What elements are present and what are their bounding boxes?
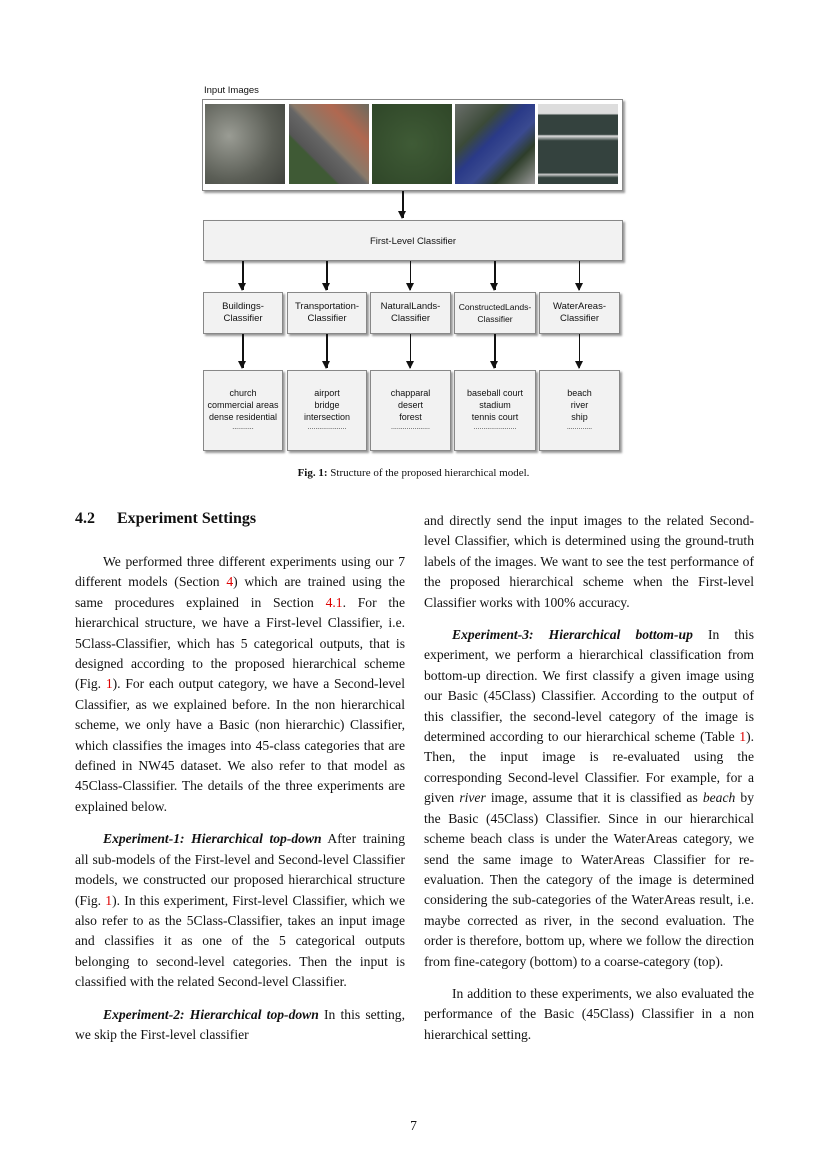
text-run: . For the hierarchical structure, we have a First-level Classifier, i.e. 5Class-Classifier, which has 5 categorical outputs, that is designed according to the proposed hierarchical scheme (Fig. bbox=[75, 594, 405, 692]
leaf-class-label: airport bbox=[314, 388, 340, 398]
aerial-image-constructedlands bbox=[455, 104, 535, 184]
right-column bbox=[424, 511, 754, 1045]
text-run: We performed three different experiments using our 7 different models (Section bbox=[75, 554, 405, 590]
cross-reference-link[interactable]: 1 bbox=[105, 892, 113, 908]
paragraph bbox=[75, 552, 405, 817]
section-title: Experiment Settings bbox=[117, 510, 257, 527]
arrow-down-icon bbox=[410, 334, 412, 368]
paragraph bbox=[75, 829, 405, 992]
classifier-label: Classifier bbox=[559, 313, 600, 324]
arrow-down-icon bbox=[494, 261, 496, 290]
leaf-classes-box bbox=[287, 370, 367, 451]
cross-reference-link[interactable]: 1 bbox=[739, 729, 747, 745]
leaf-classes-box bbox=[539, 370, 620, 451]
text-run: and directly send the input images to the related Second-level Classifier, which is determined using the ground-truth labels of the images. We want to see the test performance of the proposed hierarchical scheme when the First-level Classifier works with 100% accuracy. bbox=[424, 513, 754, 610]
text-run: In this setting, we skip the First-level classifier bbox=[75, 1006, 405, 1042]
classifier-label: Transportation- bbox=[294, 301, 360, 312]
cross-reference-link[interactable]: 1 bbox=[105, 676, 113, 692]
classifier-label: Classifier bbox=[390, 313, 431, 324]
second-level-classifier-box bbox=[287, 292, 367, 334]
leaf-class-label: desert bbox=[397, 400, 423, 410]
caption-text: Structure of the proposed hierarchical model. bbox=[327, 467, 530, 479]
leaf-class-label: intersection bbox=[303, 412, 351, 422]
classifier-label: Buildings- bbox=[222, 301, 264, 312]
classifier-label: Classifier bbox=[307, 313, 347, 324]
leaf-classes-box bbox=[370, 370, 451, 451]
cross-reference-link[interactable]: 4.1 bbox=[325, 594, 343, 610]
arrow-down-icon bbox=[579, 334, 581, 368]
ellipsis: ...................... bbox=[473, 424, 517, 431]
text-run: ). In this experiment, First-level Classifier, which we also refer to as the 5Class-Classifier, takes an input image and classifies it as one of the 5 categorical outputs belonging to second-level categories. Then the input is classified with the related Second-level Classifier. bbox=[75, 892, 405, 990]
paragraph bbox=[75, 1005, 405, 1046]
leaf-class-label: bridge bbox=[314, 400, 340, 410]
text-run: In this experiment, we perform a hierarchical classification from bottom-up direction. We first classify a given image using our Basic (45Class) Classifier. According to the output of this classifier, the second-level category of the image is determined according to our hierarchical scheme (Table bbox=[424, 627, 755, 745]
caption-label: Fig. 1: bbox=[297, 467, 328, 479]
first-level-classifier-box bbox=[203, 220, 623, 261]
second-level-classifier-box bbox=[454, 292, 536, 334]
cross-reference-link[interactable]: 4 bbox=[226, 574, 234, 590]
classifier-label: Classifier bbox=[477, 314, 513, 324]
leaf-class-label: commercial areas bbox=[207, 400, 279, 410]
leaf-class-label: tennis court bbox=[471, 412, 519, 422]
text-run: After training all sub-models of the First-level and Second-level Classifier models, we constructed our proposed hierarchical structure (Fig. bbox=[75, 831, 405, 908]
arrow-down-icon bbox=[402, 191, 404, 218]
input-images-label: Input Images bbox=[204, 85, 259, 96]
experiment-heading: Experiment-3: Hierarchical bottom-up bbox=[452, 627, 693, 643]
classifier-label: WaterAreas- bbox=[553, 301, 606, 312]
leaf-class-label: chapparal bbox=[390, 388, 431, 398]
text-run: beach bbox=[702, 790, 736, 806]
classifier-label: ConstructedLands- bbox=[458, 302, 532, 312]
classifier-label: Classifier bbox=[223, 313, 263, 324]
text-run: image, assume that it is classified as bbox=[485, 790, 703, 806]
second-level-classifier-box bbox=[370, 292, 451, 334]
aerial-image-naturallands bbox=[372, 104, 452, 184]
leaf-class-label: river bbox=[570, 400, 589, 410]
ellipsis: .................... bbox=[391, 424, 430, 431]
paragraph bbox=[424, 625, 754, 972]
second-level-classifier-box bbox=[203, 292, 283, 334]
arrow-down-icon bbox=[242, 261, 244, 290]
leaf-class-label: forest bbox=[399, 412, 422, 422]
leaf-class-label: ship bbox=[571, 412, 588, 422]
text-run: In addition to these experiments, we also evaluated the performance of the Basic (45Class) Classifier in a non hierarchical setting. bbox=[424, 985, 754, 1042]
aerial-image-buildings bbox=[205, 104, 285, 184]
experiment-heading: Experiment-1: Hierarchical top-down bbox=[103, 831, 322, 847]
paragraph bbox=[424, 984, 754, 1045]
text-run: by the Basic (45Class) Classifier. Since in our hierarchical scheme beach class is under the WaterAreas category, we send the same image to WaterAreas Classifier for re-evaluation. Then the category of the image is determined considering the sub-categories of the WaterAreas result, i.e. maybe corrected as river, in the second evaluation. The order is therefore, bottom up, where we follow the direction from fine-category (bottom) to a coarse-category (top). bbox=[424, 790, 755, 969]
leaf-class-label: dense residential bbox=[208, 412, 278, 422]
text-run: ) which are trained using the same procedures explained in Section bbox=[75, 574, 405, 610]
ellipsis: ............. bbox=[566, 424, 593, 431]
leaf-classes-box bbox=[454, 370, 536, 451]
arrow-down-icon bbox=[494, 334, 496, 368]
text-run: ). For each output category, we have a Second-level Classifier, as we explained before. In the non hierarchical scheme, we only have a Basic (non hierarchic) Classifier, which classifies the images into 45-class categories that are defined in NW45 dataset. We also refer to that model as 45Class-Classifier. The details of the three experiments are explained below. bbox=[75, 676, 405, 814]
arrow-down-icon bbox=[242, 334, 244, 368]
leaf-classes-box bbox=[203, 370, 283, 451]
text-run: river bbox=[459, 790, 486, 806]
page-number: 7 bbox=[410, 1118, 417, 1133]
experiment-heading: Experiment-2: Hierarchical top-down bbox=[103, 1006, 319, 1022]
ellipsis: .................... bbox=[307, 424, 347, 431]
second-level-classifier-box bbox=[539, 292, 620, 334]
leaf-class-label: beach bbox=[567, 388, 592, 398]
aerial-image-transportation bbox=[289, 104, 369, 184]
classifier-label: NaturalLands- bbox=[380, 301, 441, 312]
leaf-class-label: baseball court bbox=[466, 388, 524, 398]
section-number: 4.2 bbox=[75, 510, 95, 527]
figure-caption bbox=[0, 467, 827, 479]
first-level-classifier-label: First-Level Classifier bbox=[369, 236, 457, 247]
arrow-down-icon bbox=[579, 261, 581, 290]
arrow-down-icon bbox=[410, 261, 412, 290]
leaf-class-label: stadium bbox=[479, 400, 511, 410]
arrow-down-icon bbox=[326, 334, 328, 368]
ellipsis: ........... bbox=[232, 424, 254, 431]
section-heading bbox=[75, 510, 256, 528]
arrow-down-icon bbox=[326, 261, 328, 290]
leaf-class-label: church bbox=[229, 388, 257, 398]
text-run: ). Then, the input image is re-evaluated using the corresponding Second-level Classifier. For example, for a given bbox=[424, 729, 754, 806]
left-column bbox=[75, 552, 405, 1045]
paragraph bbox=[424, 511, 754, 613]
aerial-image-waterareas bbox=[538, 104, 618, 184]
